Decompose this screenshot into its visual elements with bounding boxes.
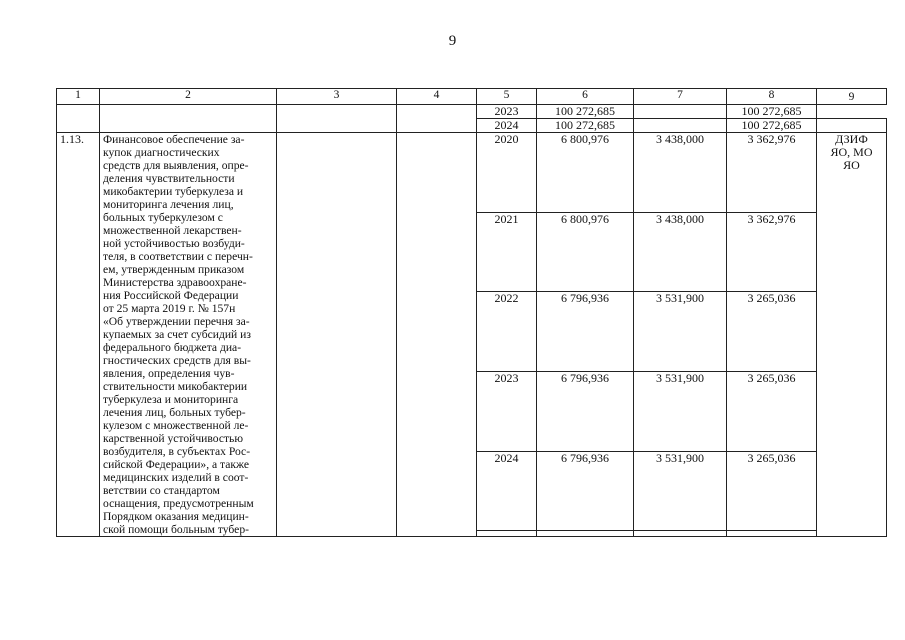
responsible-executor — [817, 133, 887, 537]
description-line: Министерства здравоохране- — [103, 276, 247, 289]
description-line: ской помощи больным тубер- — [103, 523, 249, 536]
description-line: ем, утвержденным приказом — [103, 263, 245, 276]
description-line: деления чувствительности — [103, 172, 235, 185]
filler-col8 — [727, 531, 817, 537]
cell-col8: 100 272,685 — [727, 119, 817, 133]
cell-col6: 6 796,936 — [537, 292, 634, 372]
description-line: ветствии со стандартом — [103, 484, 220, 497]
filler-col6 — [537, 531, 634, 537]
cell-col6: 100 272,685 — [537, 105, 634, 119]
cell-col6: 6 800,976 — [537, 212, 634, 292]
responsible-line: ДЗИФ — [835, 132, 868, 146]
description-line: возбудителя, в субъектах Рос- — [103, 445, 251, 458]
cell-col6: 100 272,685 — [537, 119, 634, 133]
description-line: явления, определения чув- — [103, 367, 235, 380]
filler-col5 — [477, 531, 537, 537]
description-line: ствительности микобактерии — [103, 380, 248, 393]
description-line: от 25 марта 2019 г. № 157н — [103, 302, 236, 315]
cell-col7: 3 438,000 — [634, 212, 727, 292]
cont-col1 — [57, 105, 100, 133]
item-col3 — [277, 133, 397, 537]
budget-table — [56, 88, 887, 537]
cell-col6: 6 796,936 — [537, 451, 634, 531]
description-line: оснащения, предусмотренным — [103, 497, 254, 510]
cont-col4 — [397, 105, 477, 133]
filler-col7 — [634, 531, 727, 537]
description-line: теля, в соответствии с перечн- — [103, 250, 253, 263]
description-line: медицинских изделий в соот- — [103, 471, 249, 484]
cell-col7 — [634, 105, 727, 119]
cell-year: 2024 — [477, 451, 537, 531]
header-cell-2: 2 — [100, 89, 277, 105]
header-cell-4: 4 — [397, 89, 477, 105]
description-line: лечения лиц, больных тубер- — [103, 406, 246, 419]
cell-col8: 3 362,976 — [727, 133, 817, 213]
item-code: 1.13. — [57, 133, 100, 537]
header-cell-9: 9 — [817, 89, 887, 105]
cont-col2 — [100, 105, 277, 133]
cell-col8: 3 265,036 — [727, 371, 817, 451]
responsible-line: ЯО — [843, 158, 860, 172]
cont-col9 — [817, 119, 887, 133]
item-section — [57, 133, 887, 537]
cell-year: 2023 — [477, 105, 537, 119]
description-line: кулезом с множественной ле- — [103, 419, 249, 432]
item-description — [100, 133, 277, 537]
cell-year: 2020 — [477, 133, 537, 213]
cell-col8: 3 265,036 — [727, 292, 817, 372]
cell-year: 2021 — [477, 212, 537, 292]
description-line: купок диагностических — [103, 146, 220, 159]
description-line: карственной устойчивостью — [103, 432, 244, 445]
cell-year: 2022 — [477, 292, 537, 372]
header-cell-8: 8 — [727, 89, 817, 105]
header-row — [57, 89, 887, 105]
description-line: купаемых за счет субсидий из — [103, 328, 251, 341]
cell-col8: 3 362,976 — [727, 212, 817, 292]
page-number: 9 — [448, 33, 457, 49]
cell-col7: 3 531,900 — [634, 371, 727, 451]
description-line: федерального бюджета диа- — [103, 341, 242, 354]
description-line: средств для выявления, опре- — [103, 159, 249, 172]
header-cell-1: 1 — [57, 89, 100, 105]
cell-year: 2023 — [477, 371, 537, 451]
description-line: сийской Федерации», а также — [103, 458, 250, 471]
cell-col7: 3 531,900 — [634, 451, 727, 531]
item-col4 — [397, 133, 477, 537]
header-cell-7: 7 — [634, 89, 727, 105]
description-line: Финансовое обеспечение за- — [103, 133, 245, 146]
header-cell-5: 5 — [477, 89, 537, 105]
description-line: больных туберкулезом с — [103, 211, 223, 224]
header-cell-3: 3 — [277, 89, 397, 105]
cell-col8: 100 272,685 — [727, 105, 817, 119]
cont-col3 — [277, 105, 397, 133]
cell-col6: 6 796,936 — [537, 371, 634, 451]
cell-col7: 3 438,000 — [634, 133, 727, 213]
header-cell-6: 6 — [537, 89, 634, 105]
cell-col8: 3 265,036 — [727, 451, 817, 531]
description-line: туберкулеза и мониторинга — [103, 393, 239, 406]
continued-row — [57, 105, 887, 119]
description-line: ной устойчивостью возбуди- — [103, 237, 245, 250]
description-line: мониторинга лечения лиц, — [103, 198, 234, 211]
cell-year: 2024 — [477, 119, 537, 133]
responsible-line: ЯО, МО — [830, 145, 873, 159]
cell-col6: 6 800,976 — [537, 133, 634, 213]
continued-section — [57, 105, 887, 133]
description-line: гностических средств для вы- — [103, 354, 251, 367]
cell-col7: 3 531,900 — [634, 292, 727, 372]
item-row — [57, 133, 887, 213]
description-line: множественной лекарствен- — [103, 224, 242, 237]
description-line: Порядком оказания медицин- — [103, 510, 249, 523]
description-line: микобактерии туберкулеза и — [103, 185, 244, 198]
description-line: «Об утверждении перечня за- — [103, 315, 250, 328]
description-line: ния Российской Федерации — [103, 289, 239, 302]
cell-col7 — [634, 119, 727, 133]
